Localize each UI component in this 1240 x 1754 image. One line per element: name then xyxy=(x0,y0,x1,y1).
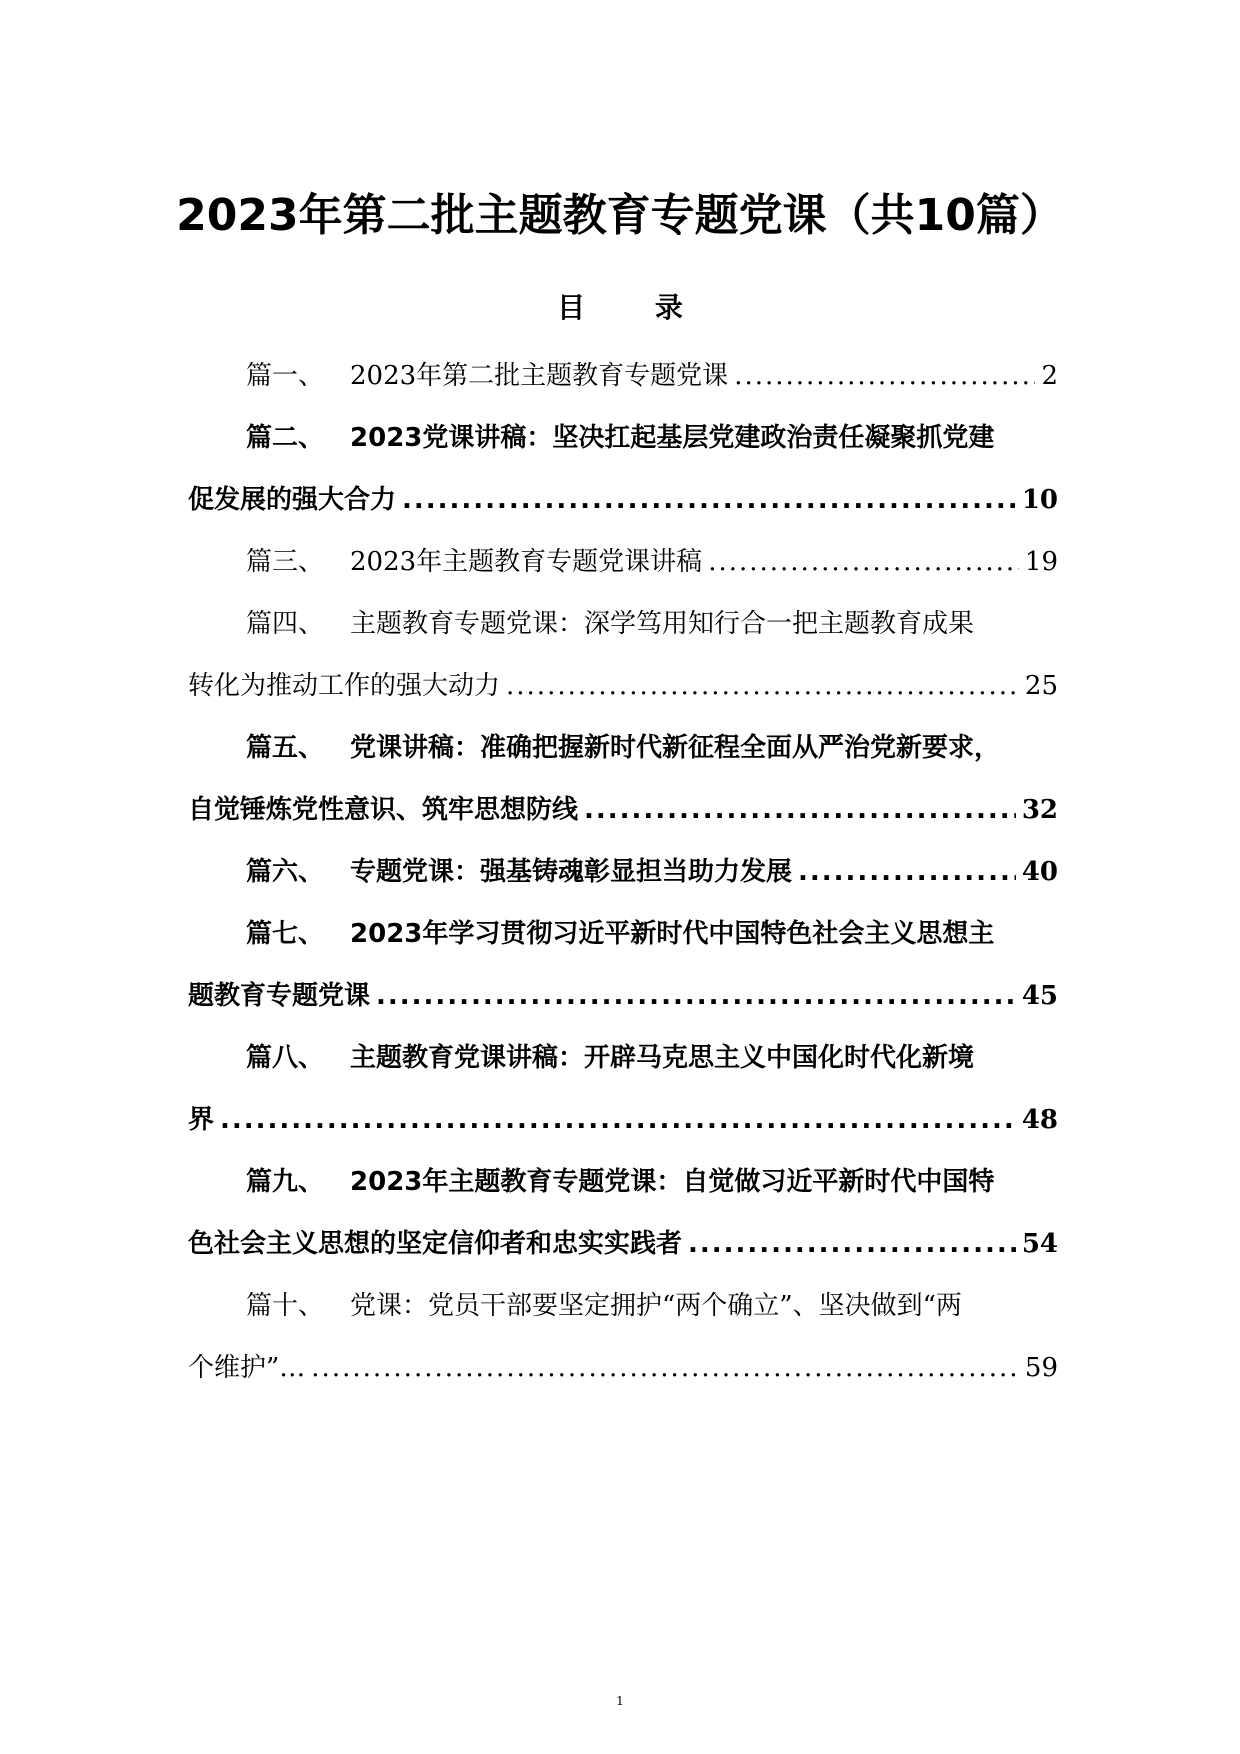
toc-entry-label: 篇五、 xyxy=(246,733,325,763)
toc-entry-label: 篇七、 xyxy=(246,919,325,949)
toc-entry-line xyxy=(188,903,1058,965)
toc-entry-title: 2023年主题教育专题党课讲稿 xyxy=(350,547,703,577)
toc-entry-line xyxy=(188,1213,1058,1275)
toc-leader-dots xyxy=(376,965,1016,1027)
toc-entry-page: 45 xyxy=(1021,981,1058,1011)
table-of-contents xyxy=(188,345,1058,1399)
toc-entry-label: 篇九、 xyxy=(246,1167,325,1197)
toc-entry-label: 篇八、 xyxy=(246,1043,325,1073)
toc-entry-page: 2 xyxy=(1041,361,1058,391)
toc-entry-title: 2023年学习贯彻习近平新时代中国特色社会主义思想主 xyxy=(350,919,995,949)
toc-entry-label: 篇四、 xyxy=(246,609,325,639)
toc-entry-line xyxy=(188,1151,1058,1213)
toc-heading: 目 录 xyxy=(557,291,713,324)
toc-entry[interactable] xyxy=(188,531,1058,593)
toc-entry-line xyxy=(188,345,1058,407)
toc-entry-label: 篇六、 xyxy=(246,857,325,887)
toc-entry-line xyxy=(188,1027,1058,1089)
toc-entry-line xyxy=(188,965,1058,1027)
toc-entry-title: 2023年主题教育专题党课：自觉做习近平新时代中国特 xyxy=(350,1167,995,1197)
toc-entry-title: 党课：党员干部要坚定拥护“两个确立”、坚决做到“两 xyxy=(350,1291,962,1321)
toc-entry[interactable] xyxy=(188,345,1058,407)
page-number: 1 xyxy=(616,1694,624,1708)
toc-entry-label: 篇十、 xyxy=(246,1291,325,1321)
toc-entry-line xyxy=(188,655,1058,717)
toc-entry-label: 篇二、 xyxy=(246,423,325,453)
toc-leader-dots xyxy=(734,345,1035,407)
toc-leader-dots xyxy=(798,841,1016,903)
toc-entry-title: 个维护”… xyxy=(188,1353,306,1383)
toc-entry-label: 篇一、 xyxy=(246,361,325,391)
toc-entry-label: 篇三、 xyxy=(246,547,325,577)
toc-entry-title: 主题教育党课讲稿：开辟马克思主义中国化时代化新境 xyxy=(350,1043,975,1073)
toc-entry[interactable] xyxy=(188,903,1058,1027)
toc-leader-dots xyxy=(584,779,1016,841)
toc-entry-title: 促发展的强大合力 xyxy=(188,485,397,515)
toc-entry-page: 40 xyxy=(1021,857,1058,887)
toc-leader-dots xyxy=(311,1337,1019,1399)
toc-entry-page: 25 xyxy=(1024,671,1058,701)
toc-leader-dots xyxy=(220,1089,1016,1151)
toc-entry[interactable] xyxy=(188,1027,1058,1151)
toc-entry[interactable] xyxy=(188,593,1058,717)
toc-entry-title: 色社会主义思想的坚定信仰者和忠实实践者 xyxy=(188,1229,683,1259)
toc-entry-line xyxy=(188,1089,1058,1151)
toc-entry[interactable] xyxy=(188,1151,1058,1275)
toc-entry-title: 主题教育专题党课：深学笃用知行合一把主题教育成果 xyxy=(350,609,975,639)
toc-entry[interactable] xyxy=(188,717,1058,841)
toc-entry-title: 界 xyxy=(188,1105,215,1135)
toc-leader-dots xyxy=(688,1213,1016,1275)
toc-entry[interactable] xyxy=(188,407,1058,531)
toc-entry-title: 2023年第二批主题教育专题党课 xyxy=(350,361,729,391)
toc-entry-line xyxy=(188,779,1058,841)
toc-entry-line xyxy=(188,1275,1058,1337)
toc-leader-dots xyxy=(708,531,1019,593)
toc-entry-title: 题教育专题党课 xyxy=(188,981,371,1011)
toc-leader-dots xyxy=(402,469,1016,531)
toc-entry-title: 专题党课：强基铸魂彰显担当助力发展 xyxy=(350,857,793,887)
page-title: 2023年第二批主题教育专题党课（共10篇） xyxy=(176,190,1064,241)
toc-entry-page: 59 xyxy=(1024,1353,1058,1383)
toc-entry-line xyxy=(188,593,1058,655)
toc-entry-page: 48 xyxy=(1021,1105,1058,1135)
toc-entry-line xyxy=(188,407,1058,469)
toc-entry-line xyxy=(188,1337,1058,1399)
toc-entry-page: 32 xyxy=(1021,795,1058,825)
toc-entry-page: 19 xyxy=(1024,547,1058,577)
toc-entry-title: 2023党课讲稿：坚决扛起基层党建政治责任凝聚抓党建 xyxy=(350,423,995,453)
toc-entry-line xyxy=(188,469,1058,531)
toc-entry-title: 转化为推动工作的强大动力 xyxy=(188,671,501,701)
toc-entry-page: 10 xyxy=(1021,485,1058,515)
toc-leader-dots xyxy=(506,655,1019,717)
toc-entry-title: 自觉锤炼党性意识、筑牢思想防线 xyxy=(188,795,579,825)
toc-entry-line xyxy=(188,841,1058,903)
toc-entry[interactable] xyxy=(188,1275,1058,1399)
toc-entry-line xyxy=(188,717,1058,779)
toc-entry[interactable] xyxy=(188,841,1058,903)
toc-entry-line xyxy=(188,531,1058,593)
toc-entry-page: 54 xyxy=(1021,1229,1058,1259)
toc-entry-title: 党课讲稿：准确把握新时代新征程全面从严治党新要求， xyxy=(350,733,1001,763)
